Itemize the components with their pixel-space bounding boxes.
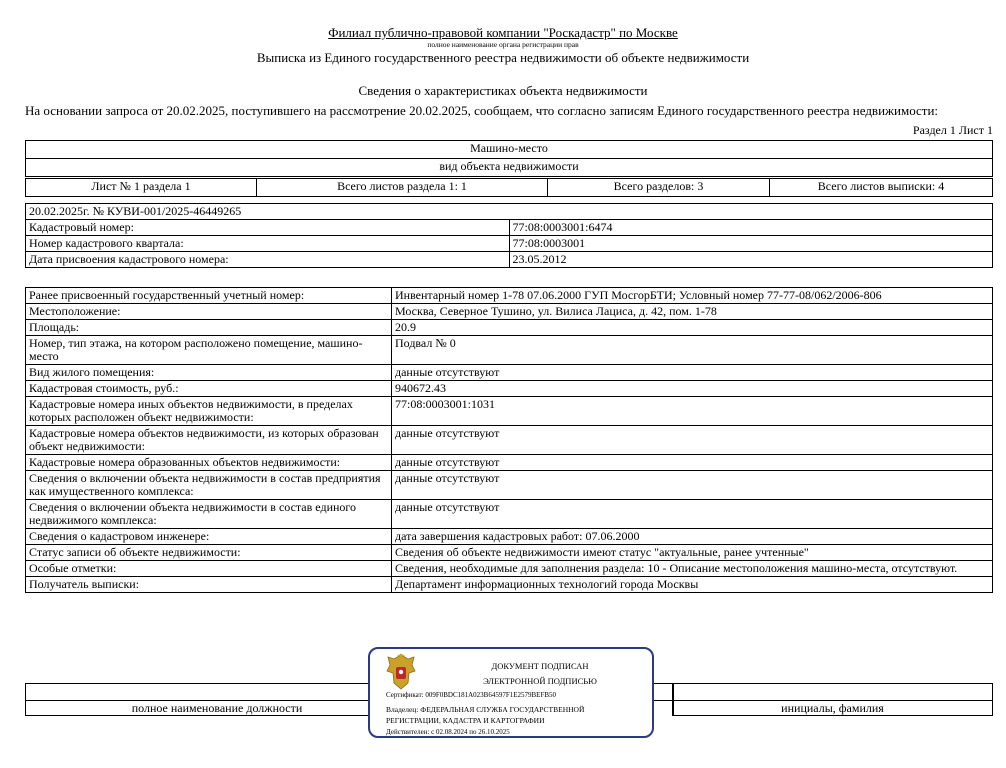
name-caption: инициалы, фамилия [781,701,884,715]
total-section-sheets: Всего листов раздела 1: 1 [257,179,548,197]
details-row [26,426,993,455]
stamp-validity: Действителен: с 02.08.2024 по 26.10.2025 [386,728,510,736]
details-value: Департамент информационных технологий города Москвы [392,577,993,593]
details-label: Получатель выписки: [26,577,392,593]
details-row [26,397,993,426]
details-value: данные отсутствуют [392,365,993,381]
section-title: Сведения о характеристиках объекта недвижимости [358,83,648,98]
organization-name: Филиал публично-правовой компании "Роскадастр" по Москве [328,25,678,40]
stamp-line-1: ДОКУМЕНТ ПОДПИСАН [491,661,589,671]
details-label: Номер, тип этажа, на котором расположено помещение, машино-место [26,336,392,365]
details-label: Статус записи об объекте недвижимости: [26,545,392,561]
details-label: Площадь: [26,320,392,336]
details-value: 940672.43 [392,381,993,397]
object-type-caption: вид объекта недвижимости [26,159,993,177]
sheet-number: Лист № 1 раздела 1 [26,179,257,197]
details-value: дата завершения кадастровых работ: 07.06.2000 [392,529,993,545]
total-sections: Всего разделов: 3 [548,179,770,197]
details-label: Ранее присвоенный государственный учетный номер: [26,288,392,304]
details-value: данные отсутствуют [392,471,993,500]
details-value: Инвентарный номер 1-78 07.06.2000 ГУП МосгорБТИ; Условный номер 77-77-08/062/2006-806 [392,288,993,304]
coat-of-arms-icon [384,653,418,691]
details-value: Москва, Северное Тушино, ул. Вилиса Лациса, д. 42, пом. 1-78 [392,304,993,320]
ident-row [26,236,993,252]
details-label: Кадастровая стоимость, руб.: [26,381,392,397]
stamp-line-2: ЭЛЕКТРОННОЙ ПОДПИСЬЮ [483,676,597,686]
details-row [26,365,993,381]
details-row [26,381,993,397]
details-row [26,561,993,577]
details-table [25,287,993,593]
details-label: Кадастровые номера иных объектов недвижимости, в пределах которых расположен объект недвижимости: [26,397,392,426]
details-row [26,304,993,320]
details-value: 77:08:0003001:1031 [392,397,993,426]
ident-value: 77:08:0003001 [509,236,993,252]
ident-label: Кадастровый номер: [26,220,510,236]
details-row [26,545,993,561]
details-label: Местоположение: [26,304,392,320]
object-type: Машино-место [26,141,993,159]
ident-row [26,252,993,268]
sheets-table [25,178,993,197]
details-label: Вид жилого помещения: [26,365,392,381]
details-row [26,529,993,545]
intro-text: На основании запроса от 20.02.2025, поступившего на рассмотрение 20.02.2025, сообщаем, что согласно записям Единого государственного реестра недвижимости: [25,103,939,118]
details-label: Кадастровые номера объектов недвижимости, из которых образован объект недвижимости: [26,426,392,455]
details-row [26,336,993,365]
details-label: Сведения о включении объекта недвижимости в состав единого недвижимого комплекса: [26,500,392,529]
ident-row [26,220,993,236]
ident-value: 23.05.2012 [509,252,993,268]
object-type-table [25,140,993,177]
details-value: данные отсутствуют [392,455,993,471]
details-label: Особые отметки: [26,561,392,577]
details-label: Сведения о кадастровом инженере: [26,529,392,545]
ident-label: Дата присвоения кадастрового номера: [26,252,510,268]
stamp-owner: Владелец: ФЕДЕРАЛЬНАЯ СЛУЖБА ГОСУДАРСТВЕННОЙ РЕГИСТРАЦИИ, КАДАСТРА И КАРТОГРАФИИ [386,705,585,725]
details-row [26,471,993,500]
details-value: данные отсутствуют [392,426,993,455]
ident-label: Номер кадастрового квартала: [26,236,510,252]
details-row [26,455,993,471]
details-row [26,577,993,593]
details-label: Сведения о включении объекта недвижимости в состав предприятия как имущественного комплекса: [26,471,392,500]
details-value: данные отсутствуют [392,500,993,529]
details-value: Сведения об объекте недвижимости имеют статус "актуальные, ранее учтенные" [392,545,993,561]
details-row [26,500,993,529]
details-value: Подвал № 0 [392,336,993,365]
sheet-reference: Раздел 1 Лист 1 [912,123,993,137]
identification-table [25,203,993,268]
organization-caption: полное наименование органа регистрации прав [427,40,579,49]
total-extract-sheets: Всего листов выписки: 4 [770,179,993,197]
details-value: Сведения, необходимые для заполнения раздела: 10 - Описание местоположения машино-места, отсутствуют. [392,561,993,577]
details-value: 20.9 [392,320,993,336]
details-row [26,288,993,304]
details-label: Кадастровые номера образованных объектов недвижимости: [26,455,392,471]
stamp-certificate: Сертификат: 009F0BDC181A023B64597F1E2579BEFB50 [386,691,557,699]
document-title: Выписка из Единого государственного реестра недвижимости об объекте недвижимости [256,50,750,65]
electronic-signature-stamp [368,647,654,738]
position-caption: полное наименование должности [131,701,303,715]
details-row [26,320,993,336]
ident-value: 77:08:0003001:6474 [509,220,993,236]
extract-number: 20.02.2025г. № КУВИ-001/2025-46449265 [26,204,993,220]
